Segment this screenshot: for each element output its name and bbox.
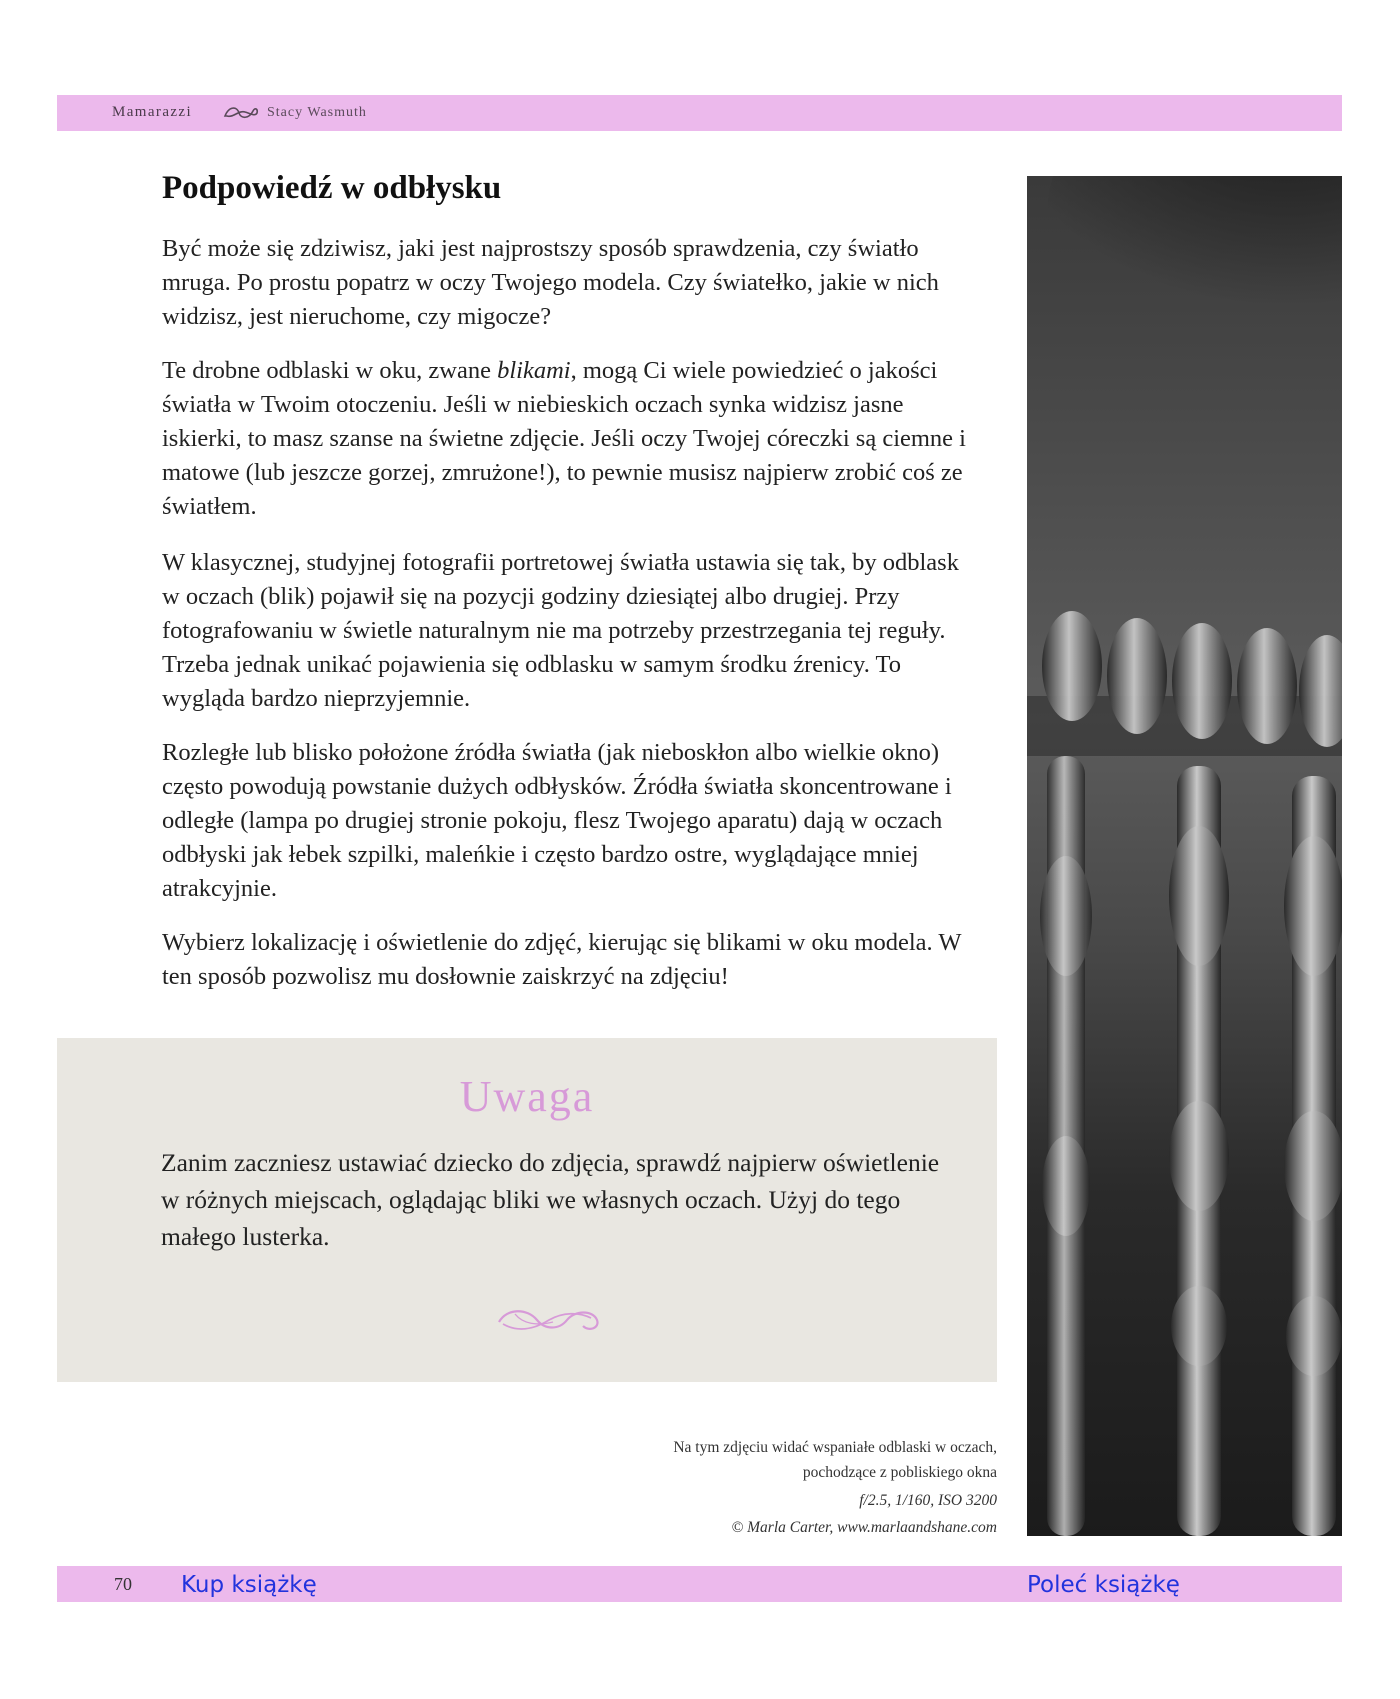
note-text: Zanim zaczniesz ustawiać dziecko do zdjęcia, sprawdź najpierw oświetlenie w różnych miejscach, oglądając bliki we własnych oczach. Użyj do tego małego lusterka. — [161, 1148, 940, 1251]
note-box — [57, 1038, 997, 1382]
paragraph-1: Być może się zdziwisz, jaki jest najprostszy sposób sprawdzenia, czy światło mruga. Po prostu popatrz w oczy Twojego modela. Czy światełko, jakie w nich widzisz, jest nieruchome, czy migocze? — [162, 235, 939, 330]
banister-spindles-image — [1027, 176, 1342, 1536]
paragraph-3: W klasycznej, studyjnej fotografii portretowej światła ustawia się tak, by odblask w oczach (blik) pojawił się na pozycji godziny dziesiątej albo drugiej. Przy fotografowaniu w świetle naturalnym nie ma potrzeby przestrzegania tej reguły. Trzeba jednak unikać pojawienia się odblasku w samym środku źrenicy. To wygląda bardzo nieprzyjemnie. — [162, 549, 959, 712]
flourish-icon — [493, 1300, 603, 1340]
caption-line-1: Na tym zdjęciu widać wspaniałe odblaski w oczach, — [673, 1439, 997, 1456]
emphasis-term: blikami — [497, 357, 571, 384]
caption-exposure: f/2.5, 1/160, ISO 3200 — [859, 1492, 997, 1509]
running-footer — [57, 1566, 1342, 1602]
running-header — [57, 95, 1342, 131]
caption-line-2: pochodzące z pobliskiego okna — [802, 1464, 997, 1481]
paragraph-5: Wybierz lokalizację i oświetlenie do zdjęć, kierując się blikami w oku modela. W ten sposób pozwolisz mu dosłownie zaiskrzyć na zdjęciu! — [162, 929, 962, 990]
recommend-book-link[interactable]: Poleć książkę — [1027, 1572, 1180, 1598]
book-title: Mamarazzi — [112, 104, 193, 120]
section-heading: Podpowiedź w odbłysku — [162, 170, 502, 206]
author-name: Stacy Wasmuth — [267, 105, 367, 120]
flourish-icon — [223, 104, 259, 122]
note-title: Uwaga — [459, 1072, 595, 1121]
buy-book-link[interactable]: Kup książkę — [181, 1572, 317, 1598]
paragraph-2: Te drobne odblaski w oku, zwane blikami, mogą Ci wiele powiedzieć o jakości światła w Twoim otoczeniu. Jeśli w niebieskich oczach synka widzisz jasne iskierki, to masz szanse na świetne zdjęcie. Jeśli oczy Twojej córeczki są ciemne i matowe (lub jeszcze gorzej, zmrużone!), to pewnie musisz najpierw zrobić coś ze światłem. — [162, 357, 966, 520]
paragraph-4: Rozległe lub blisko położone źródła światła (jak nieboskłon albo wielkie okno) często powodują powstanie dużych odbłysków. Źródła światła skoncentrowane i odległe (lampa po drugiej stronie pokoju, flesz Twojego aparatu) dają w oczach odbłyski jak łebek szpilki, maleńkie i często bardzo ostre, wyglądające mniej atrakcyjnie. — [162, 739, 952, 902]
page-number: 70 — [114, 1574, 132, 1594]
banister-photo — [1027, 176, 1342, 1536]
caption-credit: © Marla Carter, www.marlaandshane.com — [731, 1519, 997, 1536]
